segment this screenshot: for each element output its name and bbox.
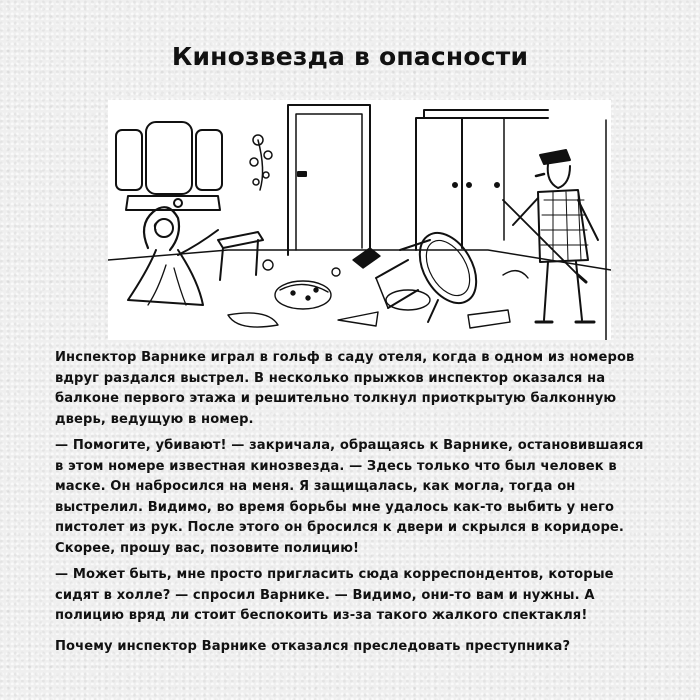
- page-title: Кинозвезда в опасности: [171, 42, 529, 71]
- vanity-mirror: [116, 122, 222, 210]
- inspector-figure: [503, 150, 598, 322]
- puzzle-question: Почему инспектор Варнике отказался преследовать преступника?: [55, 638, 571, 654]
- story-paragraph: — Помогите, убивают! — закричала, обращаясь к Варнике, остановившаяся в этом номере известная кинозвезда. — Здесь только что был человек в маске. Он набросился на меня. Я защищалась, как могла, тогда он выстрелил. Видимо, во время борьбы мне удалось как-то выбить у него пистолет из рук. После этого он бросился к двери и скрылся в коридоре. Скорее, прошу вас, позовите полицию!: [55, 438, 644, 556]
- story-text: [55, 348, 645, 663]
- wardrobe: [416, 110, 548, 250]
- room-illustration: [108, 100, 611, 340]
- broken-table: [218, 232, 263, 280]
- movie-star-figure: [128, 207, 218, 305]
- flowers: [250, 135, 272, 190]
- scattered-objects: [228, 248, 528, 328]
- door: [288, 105, 370, 255]
- story-paragraph: Инспектор Варнике играл в гольф в саду отеля, когда в одном из номеров вдруг раздался выстрел. В несколько прыжков инспектор оказался на балконе первого этажа и решительно толкнул приоткрытую балконную дверь, ведущую в номер.: [55, 350, 635, 427]
- story-paragraph: — Может быть, мне просто пригласить сюда корреспондентов, которые сидят в холле? — спросил Варнике. — Видимо, они-то вам и нужны. А полицию вряд ли стоит беспокоить из-за такого жалкого спектакля!: [55, 567, 614, 623]
